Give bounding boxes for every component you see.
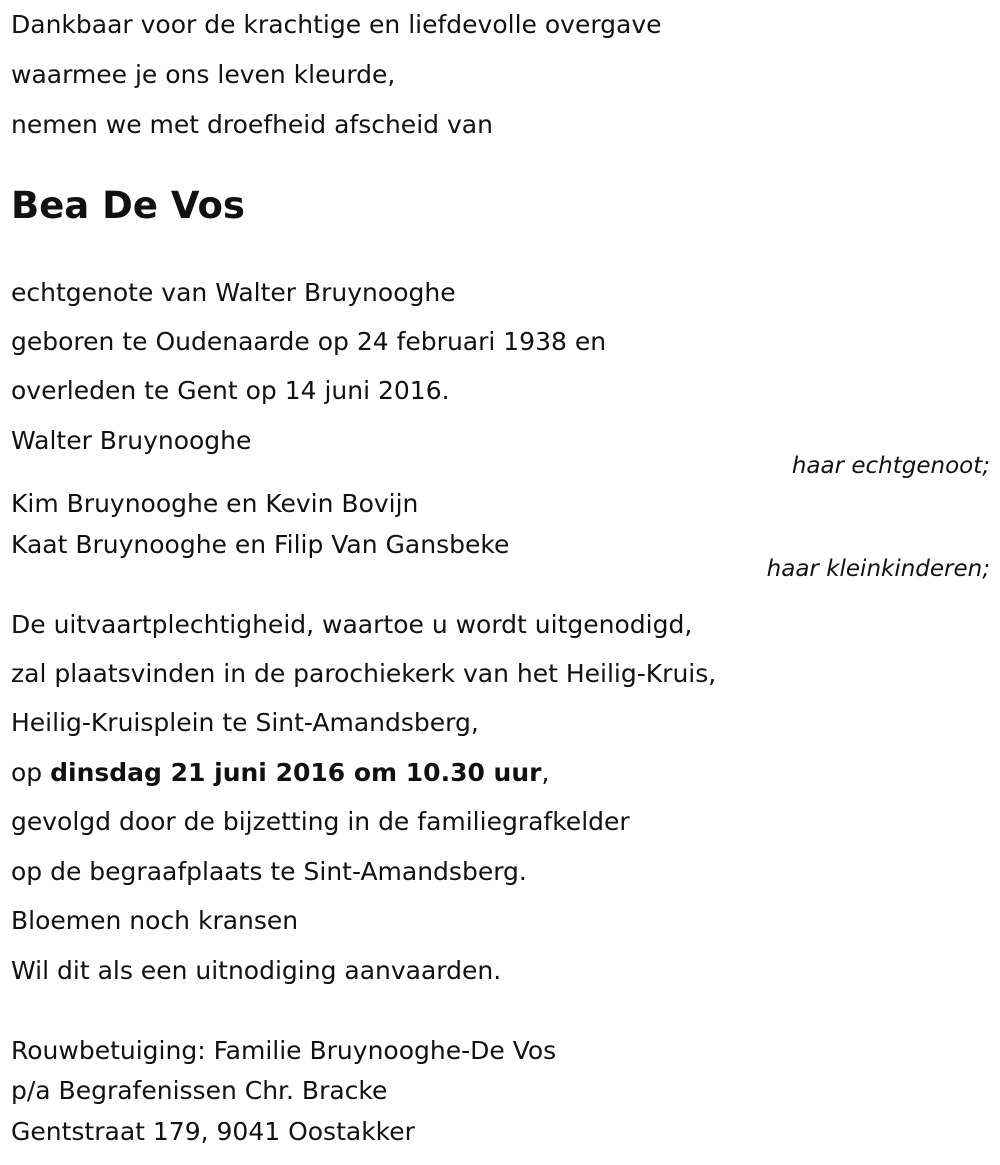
ceremony-date-line bbox=[11, 758, 549, 788]
intro-line-3: nemen we met droefheid afscheid van bbox=[11, 110, 493, 139]
ceremony-line-1: De uitvaartplechtigheid, waartoe u wordt uitgenodigd, bbox=[11, 610, 693, 639]
bio-line-2: geboren te Oudenaarde op 24 februari 1938 en bbox=[11, 327, 607, 356]
intro-line-2: waarmee je ons leven kleurde, bbox=[11, 60, 396, 89]
date-suffix: , bbox=[541, 758, 550, 787]
spouse-role: haar echtgenoot; bbox=[791, 453, 990, 479]
condolences-line-1: Rouwbetuiging: Familie Bruynooghe-De Vos bbox=[11, 1036, 557, 1065]
ceremony-line-5: gevolgd door de bijzetting in de familiegrafkelder bbox=[11, 807, 630, 836]
condolences-line-2: p/a Begrafenissen Chr. Bracke bbox=[11, 1076, 388, 1105]
spouse-name: Walter Bruynooghe bbox=[11, 426, 252, 455]
ceremony-line-8: Wil dit als een uitnodiging aanvaarden. bbox=[11, 956, 502, 985]
condolences-line-3: Gentstraat 179, 9041 Oostakker bbox=[11, 1117, 415, 1146]
ceremony-date: dinsdag 21 juni 2016 om 10.30 uur bbox=[50, 758, 542, 787]
grandchild-line-2: Kaat Bruynooghe en Filip Van Gansbeke bbox=[11, 530, 510, 559]
ceremony-line-3: Heilig-Kruisplein te Sint-Amandsberg, bbox=[11, 708, 479, 737]
bio-line-3: overleden te Gent op 14 juni 2016. bbox=[11, 376, 450, 405]
ceremony-line-6: op de begraafplaats te Sint-Amandsberg. bbox=[11, 857, 527, 886]
grandchild-line-1: Kim Bruynooghe en Kevin Bovijn bbox=[11, 489, 419, 518]
ceremony-line-2: zal plaatsvinden in de parochiekerk van het Heilig-Kruis, bbox=[11, 659, 717, 688]
deceased-name: Bea De Vos bbox=[11, 184, 245, 227]
bio-line-1: echtgenote van Walter Bruynooghe bbox=[11, 278, 456, 307]
date-prefix: op bbox=[11, 758, 51, 787]
intro-line-1: Dankbaar voor de krachtige en liefdevolle overgave bbox=[11, 10, 662, 39]
grandchildren-role: haar kleinkinderen; bbox=[766, 556, 990, 582]
ceremony-line-7: Bloemen noch kransen bbox=[11, 906, 299, 935]
